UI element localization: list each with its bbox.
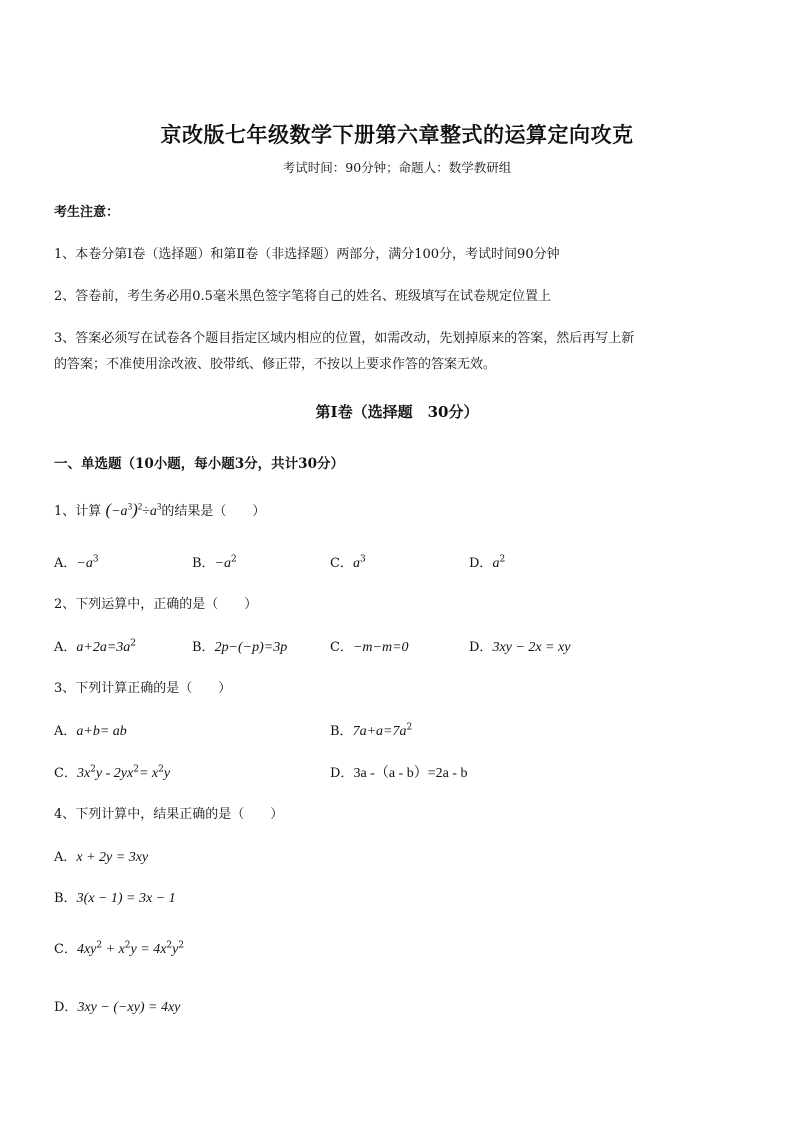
q4-option-b[interactable]: B．3(x − 1) = 3x − 1 [54, 891, 176, 906]
q2-option-d[interactable]: D．3xy − 2x = xy [469, 640, 571, 655]
q3-option-c[interactable]: C．$3x^2y - 2yx^2= x^2y$ [54, 764, 171, 781]
q3-option-b[interactable]: B．$7a+a=7a^2$ [330, 722, 413, 739]
question-1-expression: $(-a^3)^2\div a^3$ [105, 500, 162, 519]
q1-option-b[interactable]: B．$-a^2$ [192, 554, 237, 571]
section-title: 第Ⅰ卷（选择题 30分） [315, 403, 479, 421]
notice-heading: 考生注意： [54, 205, 120, 220]
page-title: 京改版七年级数学下册第六章整式的运算定向攻克 [160, 122, 634, 147]
notice-1: 1、本卷分第Ⅰ卷（选择题）和第Ⅱ卷（非选择题）两部分，满分100分，考试时间90分钟 [54, 247, 560, 262]
question-4: 4、下列计算中，结果正确的是（ ） [54, 807, 284, 822]
q1-option-c[interactable]: C．$a^3$ [330, 554, 366, 571]
question-3: 3、下列计算正确的是（ ） [54, 681, 232, 696]
part-heading: 一、单选题（10小题，每小题3分，共计30分） [54, 456, 344, 472]
notice-2: 2、答卷前，考生务必用0.5毫米黑色签字笔将自己的姓名、班级填写在试卷规定位置上 [54, 289, 551, 304]
q2-option-b[interactable]: B．2p−(−p)=3p [192, 640, 288, 655]
notice-3-cont: 的答案；不准使用涂改液、胶带纸、修正带，不按以上要求作答的答案无效。 [54, 357, 497, 372]
q3-option-a[interactable]: A．a+b= ab [54, 724, 127, 739]
exam-info: 考试时间：90分钟；命题人：数学教研组 [282, 160, 512, 175]
question-2: 2、下列运算中，正确的是（ ） [54, 597, 258, 612]
q2-option-c[interactable]: C．−m−m=0 [330, 640, 409, 655]
notice-3: 3、答案必须写在试卷各个题目指定区域内相应的位置，如需改动，先划掉原来的答案，然后再写上新 [54, 331, 635, 346]
q4-option-c[interactable]: C．$4xy^2 + x^2y = 4x^2y^2$ [54, 940, 185, 957]
q4-option-d[interactable]: D．3xy − (−xy) = 4xy [54, 1000, 181, 1015]
question-1: 1、计算 $(-a^3)^2\div a^3$的结果是（ ） [54, 500, 266, 519]
q3-option-d[interactable]: D．3a -（a - b）=2a - b [330, 766, 468, 781]
q4-option-a[interactable]: A．x + 2y = 3xy [54, 850, 149, 865]
q2-option-a[interactable]: A．$a+2a=3a^2$ [54, 638, 137, 655]
q1-option-a[interactable]: A．$-a^3$ [54, 554, 99, 571]
q1-option-d[interactable]: D．$a^2$ [469, 554, 506, 571]
